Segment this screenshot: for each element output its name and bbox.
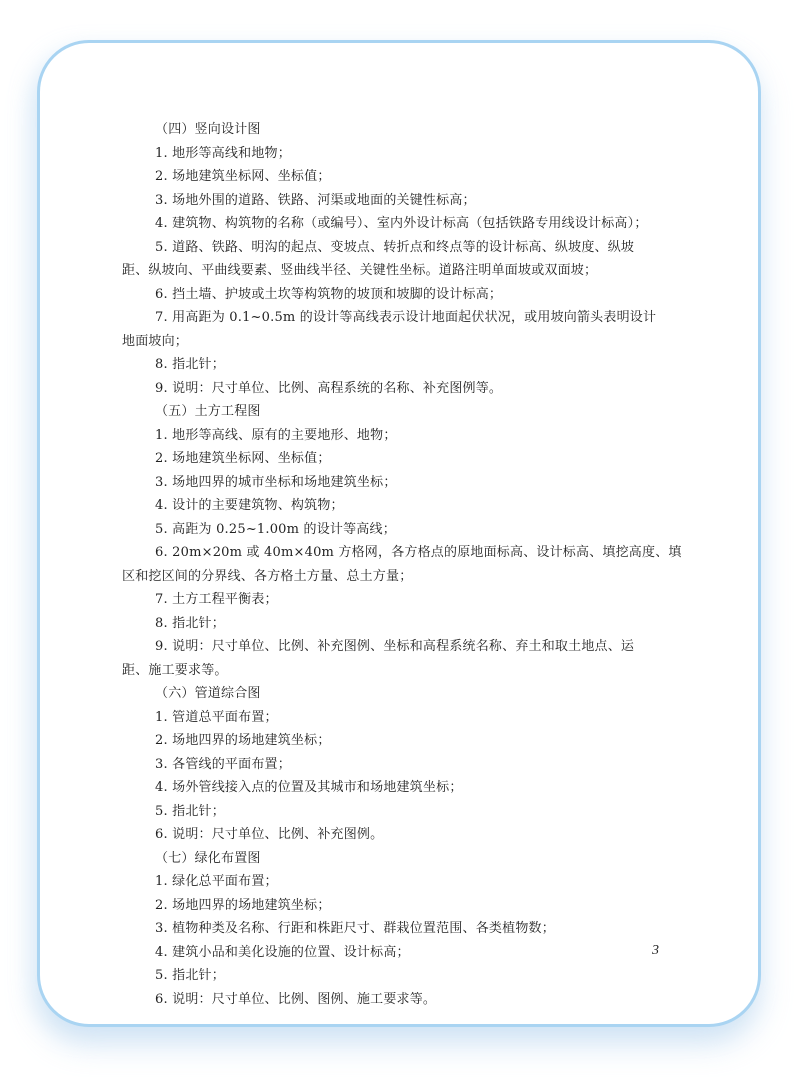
list-item: 3. 场地外围的道路、铁路、河渠或地面的关键性标高； xyxy=(155,192,476,208)
page-number: 3 xyxy=(652,943,659,958)
list-item: 5. 道路、铁路、明沟的起点、变坡点、转折点和终点等的设计标高、纵坡度、纵坡 xyxy=(155,239,635,255)
list-item: 2. 场地建筑坐标网、坐标值； xyxy=(155,451,331,466)
list-item: 6. 20m×20m 或 40m×40m 方格网，各方格点的原地面标高、设计标高、填挖高度、填 xyxy=(155,545,682,560)
section-heading: （五）土方工程图 xyxy=(155,404,261,419)
list-item-continuation: 距、施工要求等。 xyxy=(122,662,228,678)
list-item: 1. 管道总平面布置； xyxy=(155,709,278,725)
list-item: 7. 土方工程平衡表； xyxy=(155,592,278,607)
list-item: 5. 高距为 0.25~1.00m 的设计等高线； xyxy=(155,521,396,537)
list-item-continuation: 距、纵坡向、平曲线要素、竖曲线半径、关键性坐标。道路注明单面坡或双面坡； xyxy=(122,263,598,278)
list-item: 4. 场外管线接入点的位置及其城市和场地建筑坐标； xyxy=(155,780,463,795)
list-item: 1. 地形等高线、原有的主要地形、地物； xyxy=(155,427,397,443)
list-item-continuation: 区和挖区间的分界线、各方格土方量、总土方量； xyxy=(122,568,413,584)
list-item: 4. 设计的主要建筑物、构筑物； xyxy=(155,498,344,513)
list-item: 4. 建筑物、构筑物的名称（或编号）、室内外设计标高（包括铁路专用线设计标高）； xyxy=(155,216,648,231)
list-item: 1. 地形等高线和地物； xyxy=(155,145,291,161)
list-item: 3. 场地四界的城市坐标和场地建筑坐标； xyxy=(155,474,397,490)
section-pipeline xyxy=(122,682,682,847)
list-item: 8. 指北针； xyxy=(155,357,225,372)
list-item: 1. 绿化总平面布置； xyxy=(155,874,278,889)
list-item: 2. 场地四界的场地建筑坐标； xyxy=(155,897,331,913)
list-item: 6. 说明：尺寸单位、比例、补充图例。 xyxy=(155,827,384,842)
list-item: 3. 各管线的平面布置； xyxy=(155,756,291,772)
document-body xyxy=(122,118,682,1011)
list-item: 6. 挡土墙、护坡或土坎等构筑物的坡顶和坡脚的设计标高； xyxy=(155,286,503,302)
list-item-continuation: 地面坡向； xyxy=(122,333,189,349)
list-item: 7. 用高距为 0.1~0.5m 的设计等高线表示设计地面起伏状况，或用坡向箭头表明设计 xyxy=(155,310,657,325)
list-item: 3. 植物种类及名称、行距和株距尺寸、群栽位置范围、各类植物数； xyxy=(155,921,555,936)
list-item: 8. 指北针； xyxy=(155,615,225,631)
list-item: 2. 场地四界的场地建筑坐标； xyxy=(155,733,331,748)
list-item: 5. 指北针； xyxy=(155,803,225,819)
section-heading: （四）竖向设计图 xyxy=(155,122,261,137)
section-vertical-design xyxy=(122,118,682,400)
list-item: 9. 说明：尺寸单位、比例、高程系统的名称、补充图例等。 xyxy=(155,380,503,396)
list-item: 6. 说明：尺寸单位、比例、图例、施工要求等。 xyxy=(155,991,437,1007)
section-greening xyxy=(122,847,682,1012)
section-heading: （六）管道综合图 xyxy=(155,686,261,701)
section-heading: （七）绿化布置图 xyxy=(155,850,261,866)
section-earthwork xyxy=(122,400,682,682)
list-item: 2. 场地建筑坐标网、坐标值； xyxy=(155,169,331,184)
list-item: 5. 指北针； xyxy=(155,968,225,983)
list-item: 9. 说明：尺寸单位、比例、补充图例、坐标和高程系统名称、弃土和取土地点、运 xyxy=(155,639,635,654)
list-item: 4. 建筑小品和美化设施的位置、设计标高； xyxy=(155,944,410,960)
